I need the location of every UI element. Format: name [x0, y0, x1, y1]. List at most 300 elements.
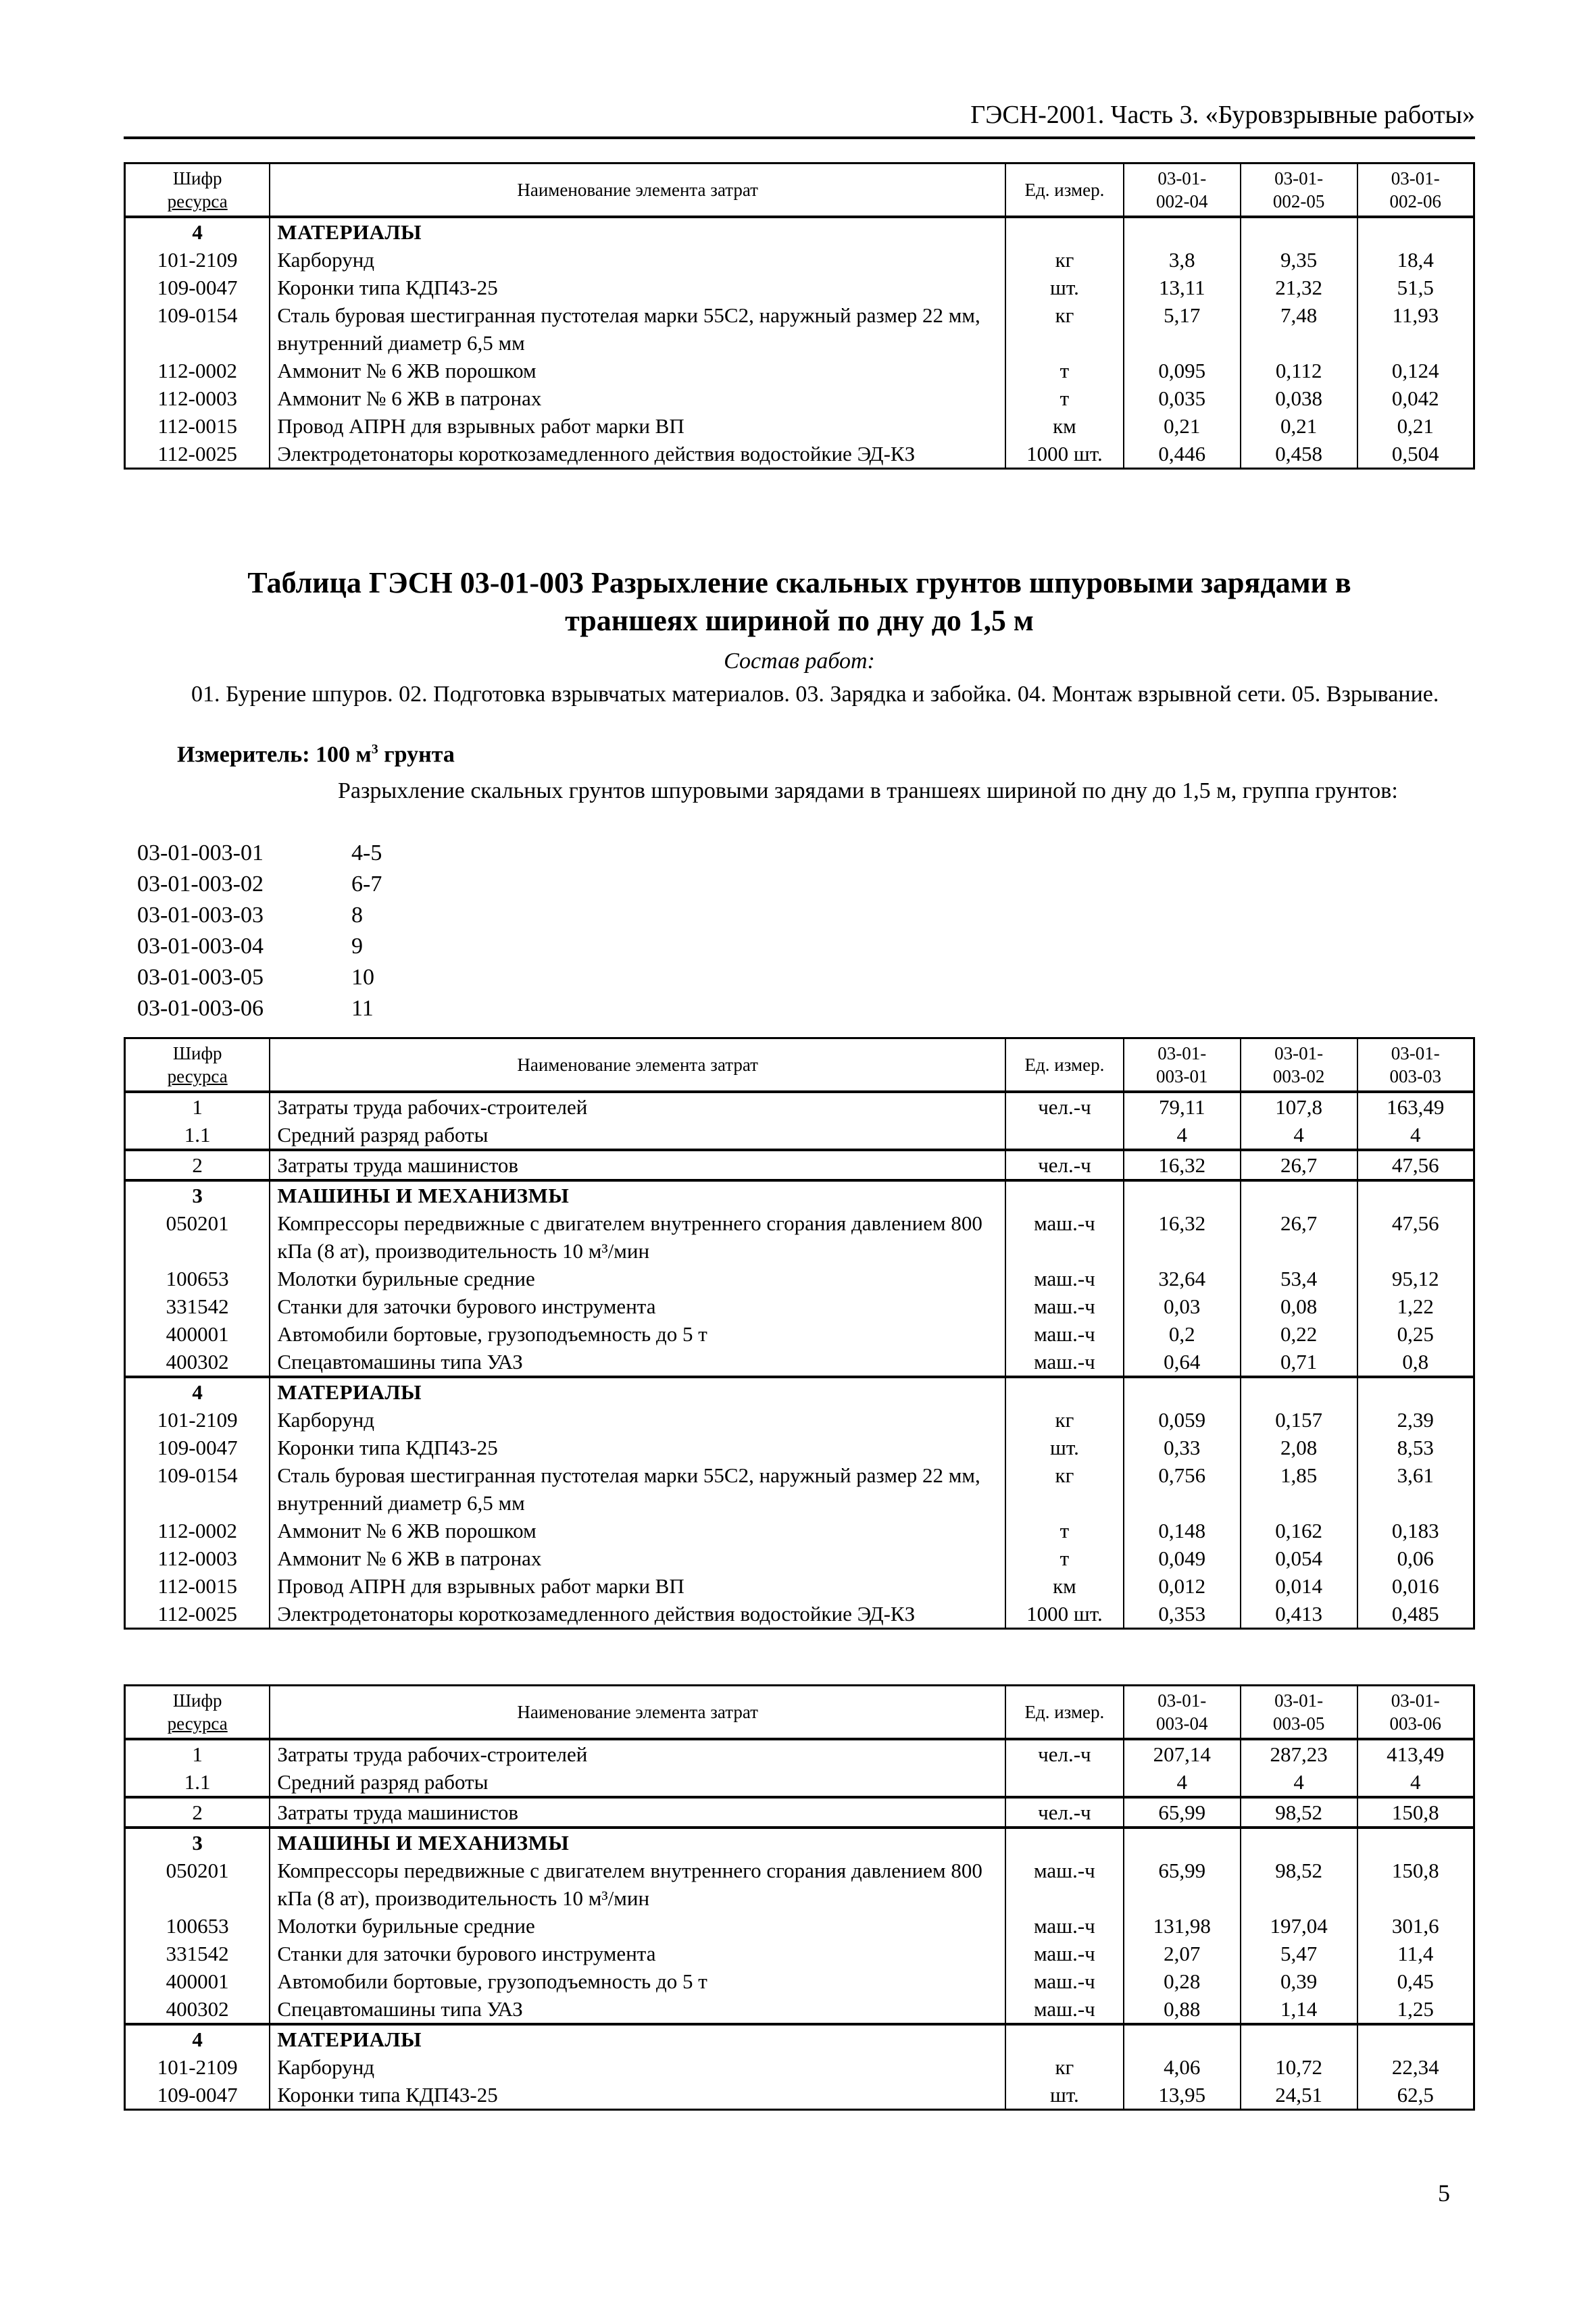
resource-value: 26,7 [1241, 1150, 1357, 1180]
resource-value: 131,98 [1124, 1912, 1241, 1940]
resource-unit [1005, 217, 1124, 246]
resource-unit [1005, 1828, 1124, 1857]
resource-value: 98,52 [1241, 1797, 1357, 1828]
resource-value: 2,08 [1241, 1434, 1357, 1461]
resource-value: 4 [1357, 1121, 1474, 1150]
norm-code: 03-01-003-02 [137, 872, 264, 897]
section-row [125, 217, 1474, 246]
header-norm-code-line-2: 003-06 [1389, 1713, 1442, 1734]
resource-unit: чел.-ч [1005, 1092, 1124, 1121]
resource-unit: чел.-ч [1005, 1797, 1124, 1828]
resource-value [1357, 217, 1474, 246]
header-name: Наименование элемента затрат [270, 1038, 1005, 1092]
resource-unit: шт. [1005, 274, 1124, 301]
resource-value: 16,32 [1124, 1209, 1241, 1265]
header-norm-code-line-1: 03-01- [1157, 168, 1207, 188]
resource-unit: маш.-ч [1005, 1265, 1124, 1292]
table-row [125, 1092, 1474, 1121]
resource-name: Молотки бурильные средние [270, 1265, 1005, 1292]
resource-value: 413,49 [1357, 1739, 1474, 1768]
norm-code: 03-01-003-03 [137, 903, 264, 928]
section-row [125, 1828, 1474, 1857]
resource-value [1124, 1180, 1241, 1209]
resource-value: 0,03 [1124, 1292, 1241, 1320]
header-norm-code [1357, 1038, 1474, 1092]
header-norm-code-line-1: 03-01- [1157, 1690, 1207, 1711]
resource-value: 0,148 [1124, 1517, 1241, 1544]
header-norm-code-line-1: 03-01- [1391, 1690, 1440, 1711]
resource-unit: км [1005, 412, 1124, 440]
resource-value: 0,88 [1124, 1995, 1241, 2024]
resource-value: 47,56 [1357, 1209, 1474, 1265]
header-norm-code [1241, 1038, 1357, 1092]
norm-code: 03-01-003-01 [137, 840, 264, 865]
resource-name: Затраты труда рабочих-строителей [270, 1092, 1005, 1121]
resource-name: Затраты труда рабочих-строителей [270, 1739, 1005, 1768]
soil-group: 10 [351, 965, 374, 990]
table-row [125, 1517, 1474, 1544]
resource-unit: маш.-ч [1005, 1967, 1124, 1995]
resource-unit [1005, 1377, 1124, 1406]
norm-description: Разрыхление скальных грунтов шпуровыми зарядами в траншеях шириной по дну до 1,5 м, группа грунтов: [338, 778, 1398, 803]
meter-label-text: Измеритель: 100 м [177, 742, 372, 768]
resource-unit: маш.-ч [1005, 1940, 1124, 1967]
soil-group: 11 [351, 996, 374, 1021]
resource-code: 109-0047 [125, 2081, 270, 2110]
resource-value: 0,353 [1124, 1600, 1241, 1629]
resource-value: 0,08 [1241, 1292, 1357, 1320]
resource-value: 0,012 [1124, 1572, 1241, 1600]
resource-value [1241, 2024, 1357, 2053]
header-norm-code [1241, 1686, 1357, 1740]
resource-value: 13,11 [1124, 274, 1241, 301]
resource-code: 100653 [125, 1912, 270, 1940]
resource-unit: маш.-ч [1005, 1348, 1124, 1377]
resource-value: 0,095 [1124, 357, 1241, 384]
resource-unit: т [1005, 1517, 1124, 1544]
resource-unit: кг [1005, 1406, 1124, 1434]
resource-value: 0,059 [1124, 1406, 1241, 1434]
resource-value: 53,4 [1241, 1265, 1357, 1292]
resource-code: 400001 [125, 1967, 270, 1995]
resource-unit: маш.-ч [1005, 1995, 1124, 2024]
header-code [125, 164, 270, 218]
resource-code: 112-0003 [125, 384, 270, 412]
meter-exponent: 3 [371, 742, 378, 757]
page-number: 5 [1438, 2180, 1450, 2207]
resource-name: Станки для заточки бурового инструмента [270, 1940, 1005, 1967]
resource-code: 109-0047 [125, 1434, 270, 1461]
resource-value: 301,6 [1357, 1912, 1474, 1940]
resource-code: 109-0047 [125, 274, 270, 301]
section-row [125, 1377, 1474, 1406]
table-row [125, 1150, 1474, 1180]
resource-value: 7,48 [1241, 301, 1357, 357]
resource-value [1241, 1180, 1357, 1209]
resource-value [1357, 1828, 1474, 1857]
resource-value: 4 [1124, 1121, 1241, 1150]
resource-code: 400302 [125, 1995, 270, 2024]
norm-code: 03-01-003-05 [137, 965, 264, 990]
resource-code: 1.1 [125, 1768, 270, 1797]
resource-unit: маш.-ч [1005, 1292, 1124, 1320]
resource-code: 112-0025 [125, 440, 270, 469]
resource-name: Электродетонаторы короткозамедленного действия водостойкие ЭД-КЗ [270, 1600, 1005, 1629]
resource-code: 1 [125, 1739, 270, 1768]
resource-value: 65,99 [1124, 1797, 1241, 1828]
resource-value: 3,61 [1357, 1461, 1474, 1517]
resource-value: 4 [1357, 1768, 1474, 1797]
resource-name: МАТЕРИАЛЫ [270, 1377, 1005, 1406]
header-norm-code [1357, 164, 1474, 218]
table-row [125, 384, 1474, 412]
resource-value: 0,054 [1241, 1544, 1357, 1572]
resource-value: 32,64 [1124, 1265, 1241, 1292]
resource-unit: маш.-ч [1005, 1857, 1124, 1912]
resource-name: Аммонит № 6 ЖВ порошком [270, 1517, 1005, 1544]
resource-value: 47,56 [1357, 1150, 1474, 1180]
header-norm-code-line-1: 03-01- [1391, 1043, 1440, 1063]
resource-code: 3 [125, 1828, 270, 1857]
resource-unit: кг [1005, 301, 1124, 357]
resource-value: 0,157 [1241, 1406, 1357, 1434]
resource-unit: 1000 шт. [1005, 1600, 1124, 1629]
header-name: Наименование элемента затрат [270, 1686, 1005, 1740]
header-norm-code [1124, 1686, 1241, 1740]
resource-value [1357, 1180, 1474, 1209]
resource-value [1241, 1828, 1357, 1857]
resource-value: 0,016 [1357, 1572, 1474, 1600]
resource-code: 4 [125, 2024, 270, 2053]
resource-name: Провод АПРН для взрывных работ марки ВП [270, 412, 1005, 440]
resource-name: МАТЕРИАЛЫ [270, 2024, 1005, 2053]
resource-name: Сталь буровая шестигранная пустотелая марки 55С2, наружный размер 22 мм, внутренний диаметр 6,5 мм [270, 301, 1005, 357]
table-row [125, 1572, 1474, 1600]
resource-name: Электродетонаторы короткозамедленного действия водостойкие ЭД-КЗ [270, 440, 1005, 469]
resource-value: 2,39 [1357, 1406, 1474, 1434]
resource-code: 050201 [125, 1857, 270, 1912]
header-norm-code [1124, 164, 1241, 218]
resource-value: 0,64 [1124, 1348, 1241, 1377]
resource-value: 18,4 [1357, 246, 1474, 274]
resource-unit: кг [1005, 246, 1124, 274]
resource-value: 0,28 [1124, 1967, 1241, 1995]
header-norm-code-line-2: 003-01 [1156, 1066, 1208, 1086]
resource-code: 400001 [125, 1320, 270, 1348]
header-norm-code [1357, 1686, 1474, 1740]
resource-value: 0,183 [1357, 1517, 1474, 1544]
table-row [125, 1348, 1474, 1377]
soil-group: 6-7 [351, 872, 382, 897]
resource-unit: 1000 шт. [1005, 440, 1124, 469]
resource-value: 26,7 [1241, 1209, 1357, 1265]
resource-value: 10,72 [1241, 2053, 1357, 2081]
resource-name: Станки для заточки бурового инструмента [270, 1292, 1005, 1320]
resource-name: Карборунд [270, 1406, 1005, 1434]
resource-code: 100653 [125, 1265, 270, 1292]
resource-value: 22,34 [1357, 2053, 1474, 2081]
resource-value: 62,5 [1357, 2081, 1474, 2110]
resource-value: 95,12 [1357, 1265, 1474, 1292]
resource-value: 0,124 [1357, 357, 1474, 384]
resource-code: 4 [125, 217, 270, 246]
resource-value: 0,22 [1241, 1320, 1357, 1348]
resource-value: 207,14 [1124, 1739, 1241, 1768]
header-code-line-2: ресурса [167, 1713, 228, 1734]
header-unit: Ед. измер. [1005, 164, 1124, 218]
resource-value: 0,21 [1241, 412, 1357, 440]
resource-code: 331542 [125, 1940, 270, 1967]
resource-value [1124, 217, 1241, 246]
composition-text: 01. Бурение шпуров. 02. Подготовка взрывчатых материалов. 03. Зарядка и забойка. 04. Монтаж взрывной сети. 05. Взрывание. [191, 682, 1439, 707]
table-row [125, 274, 1474, 301]
table-row [125, 1797, 1474, 1828]
resource-value: 4 [1241, 1768, 1357, 1797]
resource-value: 150,8 [1357, 1797, 1474, 1828]
resource-code: 109-0154 [125, 1461, 270, 1517]
resource-value: 287,23 [1241, 1739, 1357, 1768]
resource-name: Коронки типа КДП43-25 [270, 2081, 1005, 2110]
header-norm-code-line-1: 03-01- [1157, 1043, 1207, 1063]
resource-value: 0,038 [1241, 384, 1357, 412]
resource-value: 13,95 [1124, 2081, 1241, 2110]
header-norm-code-line-2: 003-04 [1156, 1713, 1208, 1734]
resource-value: 0,45 [1357, 1967, 1474, 1995]
resource-unit: чел.-ч [1005, 1150, 1124, 1180]
table-row [125, 1995, 1474, 2024]
resource-value: 1,85 [1241, 1461, 1357, 1517]
resource-value [1357, 1377, 1474, 1406]
header-unit: Ед. измер. [1005, 1038, 1124, 1092]
resource-unit: чел.-ч [1005, 1739, 1124, 1768]
table-row [125, 1320, 1474, 1348]
table-row [125, 301, 1474, 357]
resource-value: 0,112 [1241, 357, 1357, 384]
resource-value: 4,06 [1124, 2053, 1241, 2081]
header-code-line-1: Шифр [172, 1690, 222, 1711]
norm-code: 03-01-003-06 [137, 996, 264, 1021]
resource-name: Автомобили бортовые, грузоподъемность до 5 т [270, 1320, 1005, 1348]
resource-code: 101-2109 [125, 2053, 270, 2081]
resource-value: 8,53 [1357, 1434, 1474, 1461]
table-header-row [125, 164, 1474, 218]
resource-value [1124, 1828, 1241, 1857]
header-code-line-1: Шифр [172, 1043, 222, 1063]
resource-code: 2 [125, 1797, 270, 1828]
resource-unit: маш.-ч [1005, 1912, 1124, 1940]
resource-value: 21,32 [1241, 274, 1357, 301]
resource-name: Спецавтомашины типа УАЗ [270, 1348, 1005, 1377]
resource-name: Автомобили бортовые, грузоподъемность до 5 т [270, 1967, 1005, 1995]
resource-value: 0,21 [1124, 412, 1241, 440]
resource-code: 112-0002 [125, 357, 270, 384]
resource-code: 101-2109 [125, 1406, 270, 1434]
table-row [125, 1209, 1474, 1265]
resource-code: 1.1 [125, 1121, 270, 1150]
resource-code: 3 [125, 1180, 270, 1209]
header-norm-code-line-2: 003-05 [1272, 1713, 1325, 1734]
table-row [125, 1461, 1474, 1517]
header-norm-code-line-1: 03-01- [1391, 168, 1440, 188]
resource-value: 150,8 [1357, 1857, 1474, 1912]
resource-unit: шт. [1005, 2081, 1124, 2110]
resource-code: 112-0025 [125, 1600, 270, 1629]
resource-code: 050201 [125, 1209, 270, 1265]
resource-code: 112-0015 [125, 1572, 270, 1600]
resource-name: Компрессоры передвижные с двигателем внутреннего сгорания давлением 800 кПа (8 ат), производительность 10 м³/мин [270, 1857, 1005, 1912]
norm-codes-list [137, 838, 382, 1024]
resource-name: МАШИНЫ И МЕХАНИЗМЫ [270, 1180, 1005, 1209]
resource-unit: кг [1005, 1461, 1124, 1517]
meter-unit: грунта [378, 742, 455, 768]
table-row [125, 1857, 1474, 1912]
resource-value: 0,446 [1124, 440, 1241, 469]
resource-value: 51,5 [1357, 274, 1474, 301]
resource-value: 3,8 [1124, 246, 1241, 274]
resource-name: Аммонит № 6 ЖВ в патронах [270, 384, 1005, 412]
header-norm-code-line-2: 002-06 [1389, 191, 1442, 211]
header-norm-code-line-2: 002-05 [1272, 191, 1325, 211]
table-row [125, 2053, 1474, 2081]
table-row [125, 1406, 1474, 1434]
resource-value: 4 [1241, 1121, 1357, 1150]
table-row [125, 246, 1474, 274]
resource-value: 107,8 [1241, 1092, 1357, 1121]
table-row [125, 1121, 1474, 1150]
resource-value: 2,07 [1124, 1940, 1241, 1967]
soil-group: 4-5 [351, 840, 382, 865]
header-norm-code-line-1: 03-01- [1274, 1690, 1324, 1711]
resource-name: Карборунд [270, 246, 1005, 274]
table-row [125, 1967, 1474, 1995]
resource-value: 5,47 [1241, 1940, 1357, 1967]
resource-value: 0,756 [1124, 1461, 1241, 1517]
page-header: ГЭСН-2001. Часть 3. «Буровзрывные работы» [124, 101, 1475, 139]
resource-name: Средний разряд работы [270, 1768, 1005, 1797]
resource-name: Аммонит № 6 ЖВ в патронах [270, 1544, 1005, 1572]
resource-code: 4 [125, 1377, 270, 1406]
resource-value: 163,49 [1357, 1092, 1474, 1121]
section-row [125, 2024, 1474, 2053]
resource-code: 331542 [125, 1292, 270, 1320]
table-row [125, 1265, 1474, 1292]
table-row [125, 1600, 1474, 1629]
resource-name: Средний разряд работы [270, 1121, 1005, 1150]
resource-value: 0,042 [1357, 384, 1474, 412]
resource-unit [1005, 1180, 1124, 1209]
resource-value: 4 [1124, 1768, 1241, 1797]
resource-value [1241, 1377, 1357, 1406]
resource-name: Компрессоры передвижные с двигателем внутреннего сгорания давлением 800 кПа (8 ат), производительность 10 м³/мин [270, 1209, 1005, 1265]
table-row [125, 412, 1474, 440]
resource-value: 5,17 [1124, 301, 1241, 357]
resource-value: 79,11 [1124, 1092, 1241, 1121]
header-code [125, 1686, 270, 1740]
resource-value [1124, 1377, 1241, 1406]
resource-value: 1,22 [1357, 1292, 1474, 1320]
resource-value: 0,485 [1357, 1600, 1474, 1629]
composition-label: Состав работ: [724, 649, 875, 674]
norm-code-item [137, 931, 382, 962]
soil-group: 9 [351, 934, 363, 959]
soil-group: 8 [351, 903, 363, 928]
resource-value: 0,33 [1124, 1434, 1241, 1461]
resource-value: 0,8 [1357, 1348, 1474, 1377]
resource-code: 112-0002 [125, 1517, 270, 1544]
resource-unit: т [1005, 357, 1124, 384]
resource-code: 112-0015 [125, 412, 270, 440]
table-header-row [125, 1686, 1474, 1740]
resource-value: 11,4 [1357, 1940, 1474, 1967]
resource-value: 0,035 [1124, 384, 1241, 412]
resource-unit: км [1005, 1572, 1124, 1600]
resource-name: Спецавтомашины типа УАЗ [270, 1995, 1005, 2024]
resource-name: Провод АПРН для взрывных работ марки ВП [270, 1572, 1005, 1600]
header-norm-code-line-1: 03-01- [1274, 168, 1324, 188]
resource-name: Затраты труда машинистов [270, 1150, 1005, 1180]
resource-name: Аммонит № 6 ЖВ порошком [270, 357, 1005, 384]
table-title-line-1: Таблица ГЭСН 03-01-003 Разрыхление скальных грунтов шпуровыми зарядами в [247, 566, 1351, 599]
norm-code-item [137, 869, 382, 900]
table-row [125, 357, 1474, 384]
header-norm-code [1124, 1038, 1241, 1092]
resource-name: МАТЕРИАЛЫ [270, 217, 1005, 246]
resource-value: 9,35 [1241, 246, 1357, 274]
header-norm-code-line-1: 03-01- [1274, 1043, 1324, 1063]
table-title [124, 564, 1475, 640]
resource-value: 16,32 [1124, 1150, 1241, 1180]
resource-value: 11,93 [1357, 301, 1474, 357]
resource-value: 0,2 [1124, 1320, 1241, 1348]
table-row [125, 2081, 1474, 2110]
resource-unit: т [1005, 384, 1124, 412]
resource-value: 0,413 [1241, 1600, 1357, 1629]
resource-value: 0,25 [1357, 1320, 1474, 1348]
resource-value: 1,14 [1241, 1995, 1357, 2024]
resource-name: Сталь буровая шестигранная пустотелая марки 55С2, наружный размер 22 мм, внутренний диаметр 6,5 мм [270, 1461, 1005, 1517]
resource-unit [1005, 1121, 1124, 1150]
resource-value: 0,06 [1357, 1544, 1474, 1572]
resource-name: Коронки типа КДП43-25 [270, 1434, 1005, 1461]
resource-value: 0,71 [1241, 1348, 1357, 1377]
header-code-line-2: ресурса [167, 1066, 228, 1086]
resource-code: 1 [125, 1092, 270, 1121]
resource-value: 0,21 [1357, 412, 1474, 440]
norm-code-item [137, 993, 382, 1024]
resource-unit: маш.-ч [1005, 1320, 1124, 1348]
resource-value: 65,99 [1124, 1857, 1241, 1912]
header-norm-code-line-2: 002-04 [1156, 191, 1208, 211]
resource-unit [1005, 2024, 1124, 2053]
resource-value [1241, 217, 1357, 246]
section-row [125, 1180, 1474, 1209]
table-row [125, 1739, 1474, 1768]
table-row [125, 1434, 1474, 1461]
table-row [125, 1768, 1474, 1797]
table-row [125, 1544, 1474, 1572]
resource-unit [1005, 1768, 1124, 1797]
resource-value: 0,014 [1241, 1572, 1357, 1600]
cost-table-002-continued [124, 162, 1475, 470]
resource-value: 0,504 [1357, 440, 1474, 469]
resource-unit: шт. [1005, 1434, 1124, 1461]
resource-value [1124, 2024, 1241, 2053]
resource-unit: кг [1005, 2053, 1124, 2081]
norm-code-item [137, 900, 382, 931]
resource-value: 197,04 [1241, 1912, 1357, 1940]
table-title-line-2: траншеях шириной по дну до 1,5 м [565, 604, 1034, 637]
table-header-row [125, 1038, 1474, 1092]
